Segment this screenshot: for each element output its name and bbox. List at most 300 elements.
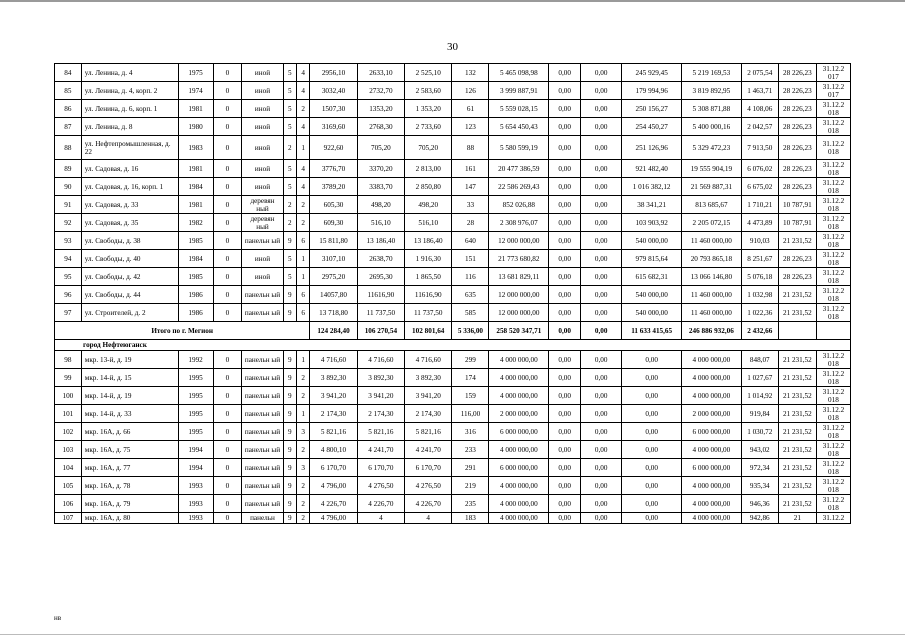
table-cell: 21 231,52	[778, 423, 816, 441]
table-cell: 540 000,00	[622, 304, 682, 322]
table-cell: 4 108,06	[741, 100, 778, 118]
row-number: 105	[55, 477, 82, 495]
table-cell: 31.12.2 017	[816, 64, 850, 82]
table-cell: 2	[296, 495, 309, 513]
table-cell: 6 000 000,00	[489, 459, 549, 477]
table-cell: 9	[283, 513, 296, 524]
table-cell: 0,00	[549, 477, 581, 495]
table-cell: 316	[452, 423, 489, 441]
table-cell: 1982	[178, 214, 213, 232]
table-cell: 2 042,57	[741, 118, 778, 136]
table-cell: 3383,70	[357, 178, 404, 196]
table-cell: 21 231,52	[778, 405, 816, 423]
table-cell: 4 000 000,00	[682, 441, 742, 459]
table-cell: 1984	[178, 250, 213, 268]
table-row	[55, 477, 851, 495]
table-cell: 1992	[178, 351, 213, 369]
table-cell: 9	[283, 405, 296, 423]
table-cell: 0,00	[581, 495, 622, 513]
table-cell: 5 559 028,15	[489, 100, 549, 118]
table-cell: 11616,90	[405, 286, 452, 304]
table-cell: 1994	[178, 441, 213, 459]
table-cell: 5 654 450,43	[489, 118, 549, 136]
table-cell: 6 000 000,00	[489, 423, 549, 441]
table-cell: панельн ый	[242, 232, 283, 250]
table-cell: 2 000 000,00	[489, 405, 549, 423]
table-cell: 233	[452, 441, 489, 459]
address-cell: ул. Садовая, д. 35	[81, 214, 178, 232]
row-number: 95	[55, 268, 82, 286]
table-cell: 4	[296, 64, 309, 82]
table-cell: 585	[452, 304, 489, 322]
table-cell: 0,00	[581, 286, 622, 304]
table-cell: 2 075,54	[741, 64, 778, 82]
table-cell: 28 226,23	[778, 100, 816, 118]
table-cell: иной	[242, 160, 283, 178]
table-cell: 151	[452, 250, 489, 268]
table-cell: 0,00	[622, 459, 682, 477]
table-cell: 9	[283, 387, 296, 405]
table-cell: 2 174,30	[310, 405, 357, 423]
table-row	[55, 513, 851, 524]
table-cell: 2	[296, 387, 309, 405]
table-cell: 3789,20	[310, 178, 357, 196]
address-cell: мкр. 16А, д. 80	[81, 513, 178, 524]
table-cell: 1993	[178, 477, 213, 495]
table-cell: 0,00	[581, 160, 622, 178]
table-cell: панельн ый	[242, 405, 283, 423]
table-cell: 3 941,20	[405, 387, 452, 405]
table-cell: иной	[242, 178, 283, 196]
table-cell: 1	[296, 405, 309, 423]
bottom-scan-border	[0, 634, 905, 635]
table-cell: 0,00	[581, 268, 622, 286]
table-cell: 2	[283, 136, 296, 160]
subtotal-value: 11 633 415,65	[622, 322, 682, 340]
table-cell: 0,00	[549, 136, 581, 160]
table-cell: 5	[283, 82, 296, 100]
table-cell: 9	[283, 286, 296, 304]
table-cell: 20 793 865,18	[682, 250, 742, 268]
table-cell: 0,00	[581, 351, 622, 369]
table-cell: 31.12.2 018	[816, 351, 850, 369]
table-cell: 3	[296, 459, 309, 477]
table-cell: 9	[283, 477, 296, 495]
table-cell: 4 000 000,00	[489, 441, 549, 459]
table-cell: 0	[213, 387, 242, 405]
table-cell: 848,07	[741, 351, 778, 369]
table-cell: 2 733,60	[405, 118, 452, 136]
table-cell: 0,00	[581, 304, 622, 322]
table-cell: 219	[452, 477, 489, 495]
table-cell: 4 000 000,00	[682, 513, 742, 524]
table-cell: 31.12.2 018	[816, 441, 850, 459]
table-cell: 4 000 000,00	[489, 495, 549, 513]
address-cell: ул. Садовая, д. 16	[81, 160, 178, 178]
table-cell: панельн ый	[242, 495, 283, 513]
table-cell: 245 929,45	[622, 64, 682, 82]
table-cell: 21 773 680,82	[489, 250, 549, 268]
table-cell: 291	[452, 459, 489, 477]
table-cell: 516,10	[357, 214, 404, 232]
table-cell: 0,00	[581, 405, 622, 423]
table-cell: 0,00	[581, 513, 622, 524]
table-cell: 1981	[178, 196, 213, 214]
table-cell: 12 000 000,00	[489, 304, 549, 322]
table-cell: 4 000 000,00	[489, 351, 549, 369]
table-cell: 635	[452, 286, 489, 304]
row-number: 84	[55, 64, 82, 82]
table-cell: 2	[296, 196, 309, 214]
table-cell: 1 710,21	[741, 196, 778, 214]
table-cell: 6 170,70	[310, 459, 357, 477]
table-row	[55, 82, 851, 100]
table-cell: 0,00	[622, 495, 682, 513]
table-cell: панельн ый	[242, 441, 283, 459]
table-cell: 3370,20	[357, 160, 404, 178]
table-cell: 0,00	[581, 64, 622, 82]
row-number: 87	[55, 118, 82, 136]
table-cell: 4 796,00	[310, 513, 357, 524]
table-cell: 28 226,23	[778, 64, 816, 82]
table-cell: 31.12.2 018	[816, 369, 850, 387]
table-cell: 2 813,00	[405, 160, 452, 178]
table-cell: 0	[213, 441, 242, 459]
table-cell: 2	[296, 369, 309, 387]
address-cell: мкр. 16А, д. 66	[81, 423, 178, 441]
table-cell: 0,00	[581, 369, 622, 387]
table-cell: 116,00	[452, 405, 489, 423]
table-cell: 0,00	[549, 178, 581, 196]
table-cell: 0	[213, 250, 242, 268]
table-cell: 0	[213, 495, 242, 513]
table-cell: 179 994,96	[622, 82, 682, 100]
row-number: 102	[55, 423, 82, 441]
table-cell: 28	[452, 214, 489, 232]
table-cell: 2	[296, 513, 309, 524]
table-cell: 0,00	[581, 214, 622, 232]
table-row	[55, 232, 851, 250]
table-cell: 28 226,23	[778, 136, 816, 160]
table-cell: 4	[296, 118, 309, 136]
table-cell: 4 000 000,00	[489, 477, 549, 495]
table-cell: 6	[296, 286, 309, 304]
table-cell: 2 174,30	[357, 405, 404, 423]
table-cell: 0	[213, 286, 242, 304]
table-cell: 852 026,88	[489, 196, 549, 214]
table-cell: 235	[452, 495, 489, 513]
table-cell: 21 231,52	[778, 477, 816, 495]
table-cell: 1986	[178, 304, 213, 322]
table-cell: 21 231,52	[778, 459, 816, 477]
table-cell: 1985	[178, 268, 213, 286]
table-cell: 11 460 000,00	[682, 232, 742, 250]
row-number: 104	[55, 459, 82, 477]
table-cell: 5 329 472,23	[682, 136, 742, 160]
address-cell: мкр. 14-й, д. 33	[81, 405, 178, 423]
table-cell: 10 787,91	[778, 196, 816, 214]
table-row	[55, 459, 851, 477]
table-cell: 6	[296, 304, 309, 322]
table-cell: 13 681 829,11	[489, 268, 549, 286]
table-cell: 3032,40	[310, 82, 357, 100]
table-cell: 0,00	[549, 64, 581, 82]
table-cell: 61	[452, 100, 489, 118]
table-cell: 0,00	[549, 286, 581, 304]
table-cell: 1981	[178, 160, 213, 178]
table-cell: 9	[283, 351, 296, 369]
table-cell: 1995	[178, 369, 213, 387]
table-cell: 0,00	[549, 214, 581, 232]
address-cell: ул. Свободы, д. 40	[81, 250, 178, 268]
table-cell: 2975,20	[310, 268, 357, 286]
table-cell: 0,00	[549, 387, 581, 405]
row-number: 99	[55, 369, 82, 387]
address-cell: ул. Садовая, д. 33	[81, 196, 178, 214]
row-number: 92	[55, 214, 82, 232]
table-cell: 254 450,27	[622, 118, 682, 136]
table-cell: 4 226,70	[310, 495, 357, 513]
table-cell: панельн ый	[242, 423, 283, 441]
table-cell: 943,02	[741, 441, 778, 459]
table-cell: 0	[213, 160, 242, 178]
table-cell: 0,00	[549, 268, 581, 286]
table-cell: 159	[452, 387, 489, 405]
table-cell: 20 477 386,59	[489, 160, 549, 178]
table-cell: 498,20	[405, 196, 452, 214]
row-number: 94	[55, 250, 82, 268]
row-number: 86	[55, 100, 82, 118]
table-cell: 0,00	[581, 441, 622, 459]
table-cell: 0,00	[581, 477, 622, 495]
table-cell: 516,10	[405, 214, 452, 232]
table-cell: 21 231,52	[778, 286, 816, 304]
address-cell: мкр. 16А, д. 79	[81, 495, 178, 513]
table-cell: 31.12.2 018	[816, 459, 850, 477]
table-row	[55, 286, 851, 304]
table-row	[55, 387, 851, 405]
table-cell: 3169,60	[310, 118, 357, 136]
table-cell: 972,34	[741, 459, 778, 477]
table-cell: 1 032,98	[741, 286, 778, 304]
table-cell: 4 000 000,00	[682, 477, 742, 495]
table-cell: 5 821,16	[405, 423, 452, 441]
table-cell: 31.12.2 018	[816, 196, 850, 214]
table-row	[55, 196, 851, 214]
table-cell: 9	[283, 441, 296, 459]
address-cell: ул. Ленина, д. 6, корп. 1	[81, 100, 178, 118]
table-cell: 922,60	[310, 136, 357, 160]
table-cell: 31.12.2 018	[816, 477, 850, 495]
table-cell: 2	[296, 441, 309, 459]
table-cell: 5 465 098,98	[489, 64, 549, 82]
table-cell: 5	[283, 64, 296, 82]
table-cell: 1 463,71	[741, 82, 778, 100]
table-cell: 0,00	[549, 369, 581, 387]
table-cell: иной	[242, 268, 283, 286]
table-cell: 11 737,50	[405, 304, 452, 322]
table-cell: 1995	[178, 405, 213, 423]
table-cell: 0	[213, 459, 242, 477]
table-cell: 21 231,52	[778, 304, 816, 322]
table-cell: 942,86	[741, 513, 778, 524]
table-cell: 31.12.2 018	[816, 232, 850, 250]
table-cell: 0	[213, 178, 242, 196]
table-cell: 13 186,40	[405, 232, 452, 250]
table-cell: 1994	[178, 459, 213, 477]
table-cell: 3 941,20	[357, 387, 404, 405]
table-cell: 6 000 000,00	[682, 423, 742, 441]
table-cell: 2	[283, 214, 296, 232]
table-cell: 33	[452, 196, 489, 214]
table-cell: 21 231,52	[778, 232, 816, 250]
table-cell: 0,00	[622, 513, 682, 524]
table-cell: 1 353,20	[405, 100, 452, 118]
table-cell: 21 231,52	[778, 369, 816, 387]
table-cell: 540 000,00	[622, 232, 682, 250]
table-cell: 28 226,23	[778, 178, 816, 196]
table-cell: 1995	[178, 387, 213, 405]
address-cell: ул. Строителей, д. 2	[81, 304, 178, 322]
table-cell: 21 231,52	[778, 387, 816, 405]
table-cell: 5 076,18	[741, 268, 778, 286]
table-cell: 2695,30	[357, 268, 404, 286]
table-cell: 0,00	[549, 405, 581, 423]
table-cell: 31.12.2 018	[816, 100, 850, 118]
table-cell: 9	[283, 232, 296, 250]
table-cell: 6 170,70	[405, 459, 452, 477]
table-cell: 705,20	[357, 136, 404, 160]
table-row	[55, 118, 851, 136]
table-cell: 31.12.2 018	[816, 250, 850, 268]
table-cell: 540 000,00	[622, 286, 682, 304]
address-cell: ул. Садовая, д. 16, корп. 1	[81, 178, 178, 196]
table-cell: 132	[452, 64, 489, 82]
table-cell: 103 903,92	[622, 214, 682, 232]
table-cell: 31.12.2 018	[816, 304, 850, 322]
table-cell: 0,00	[549, 250, 581, 268]
table-cell: 1 027,67	[741, 369, 778, 387]
subtotal-row	[55, 322, 851, 340]
table-cell: 9	[283, 369, 296, 387]
table-cell: 251 126,96	[622, 136, 682, 160]
table-cell: 4	[405, 513, 452, 524]
table-cell: 4 473,89	[741, 214, 778, 232]
table-cell: 910,03	[741, 232, 778, 250]
table-cell: 1353,20	[357, 100, 404, 118]
table-cell: 0,00	[549, 459, 581, 477]
page-number: 30	[447, 41, 458, 53]
table-cell: 11 460 000,00	[682, 304, 742, 322]
table-cell: 31.12.2 018	[816, 178, 850, 196]
table-cell: 0	[213, 351, 242, 369]
table-cell: панельн ый	[242, 459, 283, 477]
table-cell: 0,00	[549, 232, 581, 250]
table-cell: 4 000 000,00	[489, 369, 549, 387]
table-cell: 0,00	[549, 423, 581, 441]
table-cell: 10 787,91	[778, 214, 816, 232]
table-cell: 4	[296, 178, 309, 196]
table-cell: 4 226,70	[405, 495, 452, 513]
table-cell: 0,00	[581, 100, 622, 118]
table-cell: 11 737,50	[357, 304, 404, 322]
table-cell: 12 000 000,00	[489, 286, 549, 304]
table-cell: 0,00	[549, 351, 581, 369]
table-cell: 4 276,50	[357, 477, 404, 495]
table-cell: 4 716,60	[405, 351, 452, 369]
table-cell: 31.12.2	[816, 513, 850, 524]
table-cell: 28 226,23	[778, 118, 816, 136]
row-number: 93	[55, 232, 82, 250]
table-cell: 31.12.2 018	[816, 423, 850, 441]
table-cell: 22 586 269,43	[489, 178, 549, 196]
table-row	[55, 351, 851, 369]
table-cell: 4 000 000,00	[682, 351, 742, 369]
table-cell: 9	[283, 304, 296, 322]
table-cell: 5 219 169,53	[682, 64, 742, 82]
address-cell: мкр. 16А, д. 75	[81, 441, 178, 459]
table-cell: иной	[242, 118, 283, 136]
table-cell: панельн ый	[242, 351, 283, 369]
table-cell: 1993	[178, 513, 213, 524]
row-number: 96	[55, 286, 82, 304]
table-cell: панельн ый	[242, 286, 283, 304]
table-cell: 0,00	[549, 100, 581, 118]
subtotal-value: 0,00	[581, 322, 622, 340]
table-row	[55, 160, 851, 178]
row-number: 85	[55, 82, 82, 100]
row-number: 88	[55, 136, 82, 160]
table-cell: иной	[242, 82, 283, 100]
subtotal-value: 246 886 932,06	[682, 322, 742, 340]
table-cell: 123	[452, 118, 489, 136]
table-cell: 1507,30	[310, 100, 357, 118]
table-cell: 0	[213, 304, 242, 322]
table-cell: 1	[296, 268, 309, 286]
table-cell: 4 226,70	[357, 495, 404, 513]
table-cell: 28 226,23	[778, 82, 816, 100]
table-cell: 2633,10	[357, 64, 404, 82]
table-cell: 0,00	[581, 178, 622, 196]
top-scan-border	[0, 0, 905, 2]
table-cell: 0	[213, 64, 242, 82]
table-cell: 2638,70	[357, 250, 404, 268]
table-cell: 0	[213, 214, 242, 232]
table-cell: 3 892,30	[405, 369, 452, 387]
table-cell: 6 000 000,00	[682, 459, 742, 477]
table-cell: 1 865,50	[405, 268, 452, 286]
table-cell: 0	[213, 82, 242, 100]
address-cell: ул. Свободы, д. 44	[81, 286, 178, 304]
table-cell: 1986	[178, 286, 213, 304]
table-cell: 1995	[178, 423, 213, 441]
table-cell: 2 000 000,00	[682, 405, 742, 423]
table-cell: 183	[452, 513, 489, 524]
table-cell: 705,20	[405, 136, 452, 160]
table-cell: 3	[296, 423, 309, 441]
table-cell: 0	[213, 196, 242, 214]
table-cell: 28 226,23	[778, 160, 816, 178]
table-cell: иной	[242, 100, 283, 118]
table-cell: 5	[283, 160, 296, 178]
table-cell: 0,00	[622, 441, 682, 459]
table-cell: 1993	[178, 495, 213, 513]
table-cell: 19 555 904,19	[682, 160, 742, 178]
table-cell: панельн ый	[242, 387, 283, 405]
table-cell: 3 892,30	[357, 369, 404, 387]
table-cell: 0,00	[622, 477, 682, 495]
table-cell: 5 400 000,16	[682, 118, 742, 136]
